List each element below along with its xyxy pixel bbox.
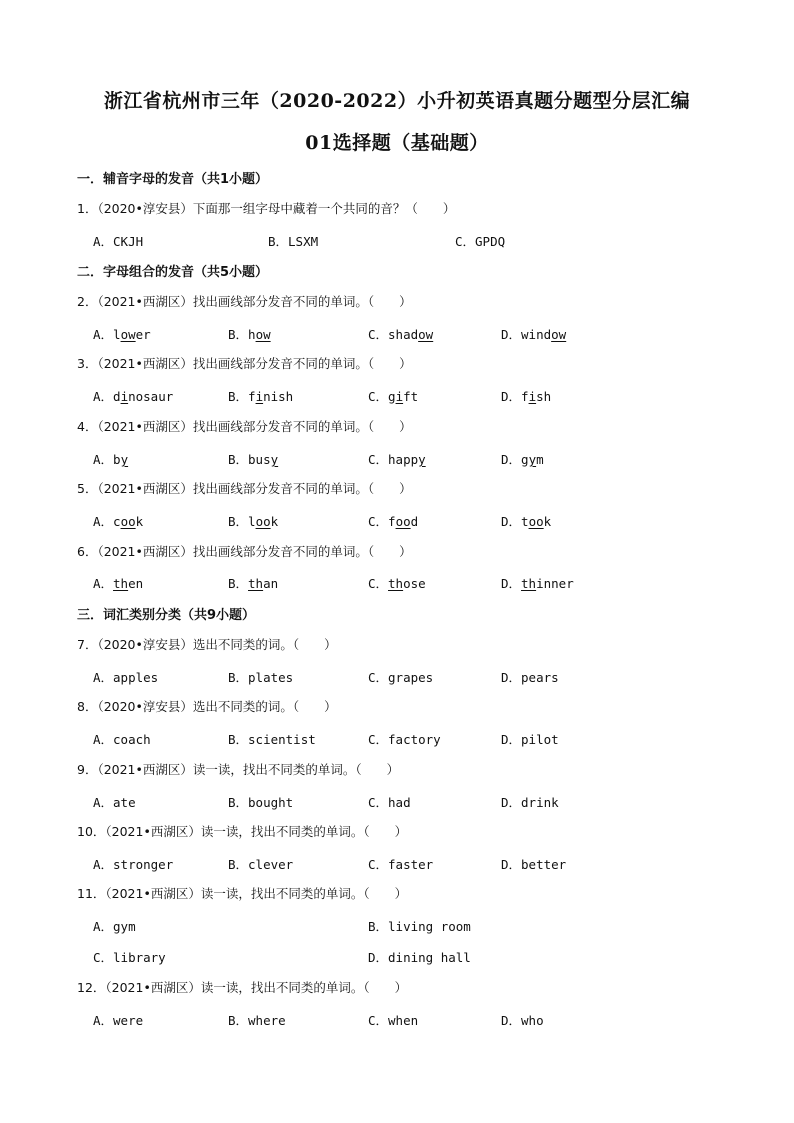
option-label: A．: [93, 389, 114, 404]
option-label: B．: [268, 234, 289, 249]
option: [268, 232, 318, 250]
option: [501, 668, 559, 686]
option: [368, 793, 411, 811]
option: [93, 948, 166, 966]
option-label: A．: [93, 327, 114, 342]
option-label: B．: [228, 1013, 249, 1028]
question-stem: 1．（2020•淳安县）下面那一组字母中藏着一个共同的音？（ ）: [77, 201, 456, 216]
option-label: A．: [93, 514, 114, 529]
option-text: m: [536, 452, 544, 467]
section-heading: 二．字母组合的发音（共5小题）: [77, 265, 269, 280]
option-text: ft: [403, 389, 419, 404]
option: [228, 668, 293, 686]
option-label: D．: [501, 514, 522, 529]
option-label: D．: [501, 389, 522, 404]
option-text: k: [135, 514, 144, 529]
option-label: D．: [501, 327, 522, 342]
option-text: f: [521, 389, 529, 404]
option: [228, 730, 316, 748]
underlined-text: y: [418, 452, 426, 467]
option: [93, 793, 136, 811]
option-text: factory: [388, 732, 441, 747]
option-text: k: [543, 514, 552, 529]
option-label: B．: [228, 670, 249, 685]
option: [501, 512, 551, 530]
option-label: D．: [501, 1013, 522, 1028]
option-label: C．: [368, 670, 389, 685]
option: [93, 1011, 143, 1029]
option-text: b: [113, 452, 121, 467]
option-text: had: [388, 795, 411, 810]
option-text: who: [521, 1013, 544, 1028]
question-stem: 11．（2021•西湖区）读一读，找出不同类的单词。（ ）: [77, 886, 408, 901]
option-label: D．: [501, 732, 522, 747]
question-stem: 12．（2021•西湖区）读一读，找出不同类的单词。（ ）: [77, 980, 408, 995]
option-text: wind: [521, 327, 552, 342]
underlined-text: oo: [395, 514, 411, 529]
option-text: scientist: [248, 732, 316, 747]
question-stem: 6．（2021•西湖区）找出画线部分发音不同的单词。（ ）: [77, 544, 412, 559]
option-text: shad: [388, 327, 419, 342]
underlined-text: i: [528, 389, 537, 404]
option-label: D．: [501, 452, 522, 467]
option-label: C．: [455, 234, 476, 249]
underlined-text: th: [248, 576, 264, 591]
option-label: A．: [93, 1013, 114, 1028]
option-text: when: [388, 1013, 419, 1028]
section-heading: 三．词汇类别分类（共9小题）: [77, 608, 256, 623]
option-text: pears: [521, 670, 559, 685]
option: [93, 512, 143, 530]
option-label: A．: [93, 576, 114, 591]
option: [501, 793, 559, 811]
option: [228, 325, 271, 343]
option-text: happ: [388, 452, 419, 467]
option-label: A．: [93, 919, 114, 934]
option-label: A．: [93, 732, 114, 747]
underlined-text: oo: [528, 514, 544, 529]
option-text: en: [128, 576, 144, 591]
option: [93, 450, 128, 468]
option-label: B．: [228, 389, 249, 404]
option-label: C．: [368, 389, 389, 404]
option-text: grapes: [388, 670, 434, 685]
underlined-text: th: [521, 576, 537, 591]
option-label: D．: [501, 795, 522, 810]
option-label: C．: [368, 452, 389, 467]
option-text: GPDQ: [475, 234, 506, 249]
option-text: nosaur: [128, 389, 174, 404]
option: [368, 1011, 418, 1029]
option-text: bought: [248, 795, 294, 810]
option: [368, 917, 471, 935]
option: [228, 450, 278, 468]
option-text: faster: [388, 857, 434, 872]
option: [501, 325, 566, 343]
option: [368, 574, 426, 592]
option-label: A．: [93, 234, 114, 249]
option-text: l: [113, 327, 121, 342]
option-text: ose: [403, 576, 426, 591]
option-label: B．: [368, 919, 389, 934]
option-label: B．: [228, 514, 249, 529]
option-label: A．: [93, 670, 114, 685]
option-text: were: [113, 1013, 144, 1028]
option-text: inner: [536, 576, 574, 591]
option-text: plates: [248, 670, 294, 685]
option-text: gym: [113, 919, 136, 934]
option: [93, 855, 173, 873]
question-stem: 8．（2020•淳安县）选出不同类的词。（ ）: [77, 699, 337, 714]
option-text: ate: [113, 795, 136, 810]
option-text: d: [113, 389, 121, 404]
option-text: l: [248, 514, 256, 529]
question-stem: 5．（2021•西湖区）找出画线部分发音不同的单词。（ ）: [77, 481, 412, 496]
option: [368, 512, 418, 530]
underlined-text: ow: [551, 327, 567, 342]
option-label: A．: [93, 452, 114, 467]
option: [501, 387, 551, 405]
underlined-text: i: [120, 389, 129, 404]
underlined-text: i: [395, 389, 404, 404]
option: [228, 855, 293, 873]
option: [228, 1011, 286, 1029]
option: [93, 574, 143, 592]
option-text: f: [388, 514, 396, 529]
question-stem: 4．（2021•西湖区）找出画线部分发音不同的单词。（ ）: [77, 419, 412, 434]
underlined-text: ow: [255, 327, 271, 342]
option-text: c: [113, 514, 121, 529]
option-label: B．: [228, 452, 249, 467]
option-text: clever: [248, 857, 294, 872]
option: [93, 232, 143, 250]
option-text: pilot: [521, 732, 559, 747]
option: [501, 730, 559, 748]
option: [228, 793, 293, 811]
question-stem: 7．（2020•淳安县）选出不同类的词。（ ）: [77, 637, 337, 652]
underlined-text: ow: [418, 327, 434, 342]
option: [501, 574, 574, 592]
option-text: drink: [521, 795, 559, 810]
option-text: d: [410, 514, 419, 529]
option-text: better: [521, 857, 567, 872]
option: [368, 730, 441, 748]
option-label: C．: [368, 514, 389, 529]
underlined-text: y: [120, 452, 129, 467]
underlined-text: y: [528, 452, 537, 467]
option-text: t: [521, 514, 529, 529]
option: [93, 387, 173, 405]
underlined-text: ow: [120, 327, 136, 342]
option: [368, 948, 471, 966]
section-heading: 一．辅音字母的发音（共1小题）: [77, 172, 269, 187]
option-text: h: [248, 327, 256, 342]
option: [368, 450, 426, 468]
option: [368, 855, 433, 873]
option-label: C．: [368, 795, 389, 810]
option-label: D．: [501, 857, 522, 872]
option-text: an: [263, 576, 279, 591]
option-text: living room: [388, 919, 471, 934]
option-label: A．: [93, 795, 114, 810]
option: [501, 855, 566, 873]
option-label: B．: [228, 795, 249, 810]
option-text: g: [521, 452, 529, 467]
option-label: C．: [368, 1013, 389, 1028]
option-label: B．: [228, 732, 249, 747]
option-text: coach: [113, 732, 151, 747]
option: [93, 668, 158, 686]
option-label: C．: [368, 732, 389, 747]
option-label: D．: [501, 670, 522, 685]
option-text: stronger: [113, 857, 174, 872]
option-text: library: [113, 950, 166, 965]
option-label: B．: [228, 576, 249, 591]
option-text: apples: [113, 670, 159, 685]
option-label: C．: [368, 857, 389, 872]
underlined-text: oo: [120, 514, 136, 529]
option-text: f: [248, 389, 256, 404]
option-label: C．: [368, 576, 389, 591]
underlined-text: th: [113, 576, 129, 591]
question-stem: 3．（2021•西湖区）找出画线部分发音不同的单词。（ ）: [77, 356, 412, 371]
underlined-text: i: [255, 389, 264, 404]
option: [455, 232, 505, 250]
option-label: D．: [501, 576, 522, 591]
option: [93, 730, 151, 748]
option: [93, 325, 151, 343]
option: [501, 1011, 544, 1029]
underlined-text: th: [388, 576, 404, 591]
option: [368, 668, 433, 686]
option-text: LSXM: [288, 234, 319, 249]
option: [228, 512, 278, 530]
option-label: C．: [93, 950, 114, 965]
option: [228, 387, 293, 405]
option-text: CKJH: [113, 234, 144, 249]
option-label: A．: [93, 857, 114, 872]
option-text: where: [248, 1013, 286, 1028]
option: [368, 387, 418, 405]
option-text: bus: [248, 452, 271, 467]
option: [93, 917, 136, 935]
page-title: 浙江省杭州市三年（2020-2022）小升初英语真题分题型分层汇编: [103, 90, 691, 112]
option: [228, 574, 278, 592]
option-label: B．: [228, 327, 249, 342]
underlined-text: oo: [255, 514, 271, 529]
option-text: nish: [263, 389, 294, 404]
option-text: g: [388, 389, 396, 404]
option-text: er: [135, 327, 151, 342]
page-subtitle: 01选择题（基础题）: [305, 132, 489, 154]
option-label: C．: [368, 327, 389, 342]
question-stem: 9．（2021•西湖区）读一读，找出不同类的单词。（ ）: [77, 762, 400, 777]
question-stem: 10．（2021•西湖区）读一读，找出不同类的单词。（ ）: [77, 824, 408, 839]
question-stem: 2．（2021•西湖区）找出画线部分发音不同的单词。（ ）: [77, 294, 412, 309]
option: [368, 325, 433, 343]
option-text: k: [270, 514, 279, 529]
option-text: dining hall: [388, 950, 471, 965]
underlined-text: y: [270, 452, 279, 467]
option-label: B．: [228, 857, 249, 872]
option: [501, 450, 544, 468]
option-label: D．: [368, 950, 389, 965]
option-text: sh: [536, 389, 552, 404]
